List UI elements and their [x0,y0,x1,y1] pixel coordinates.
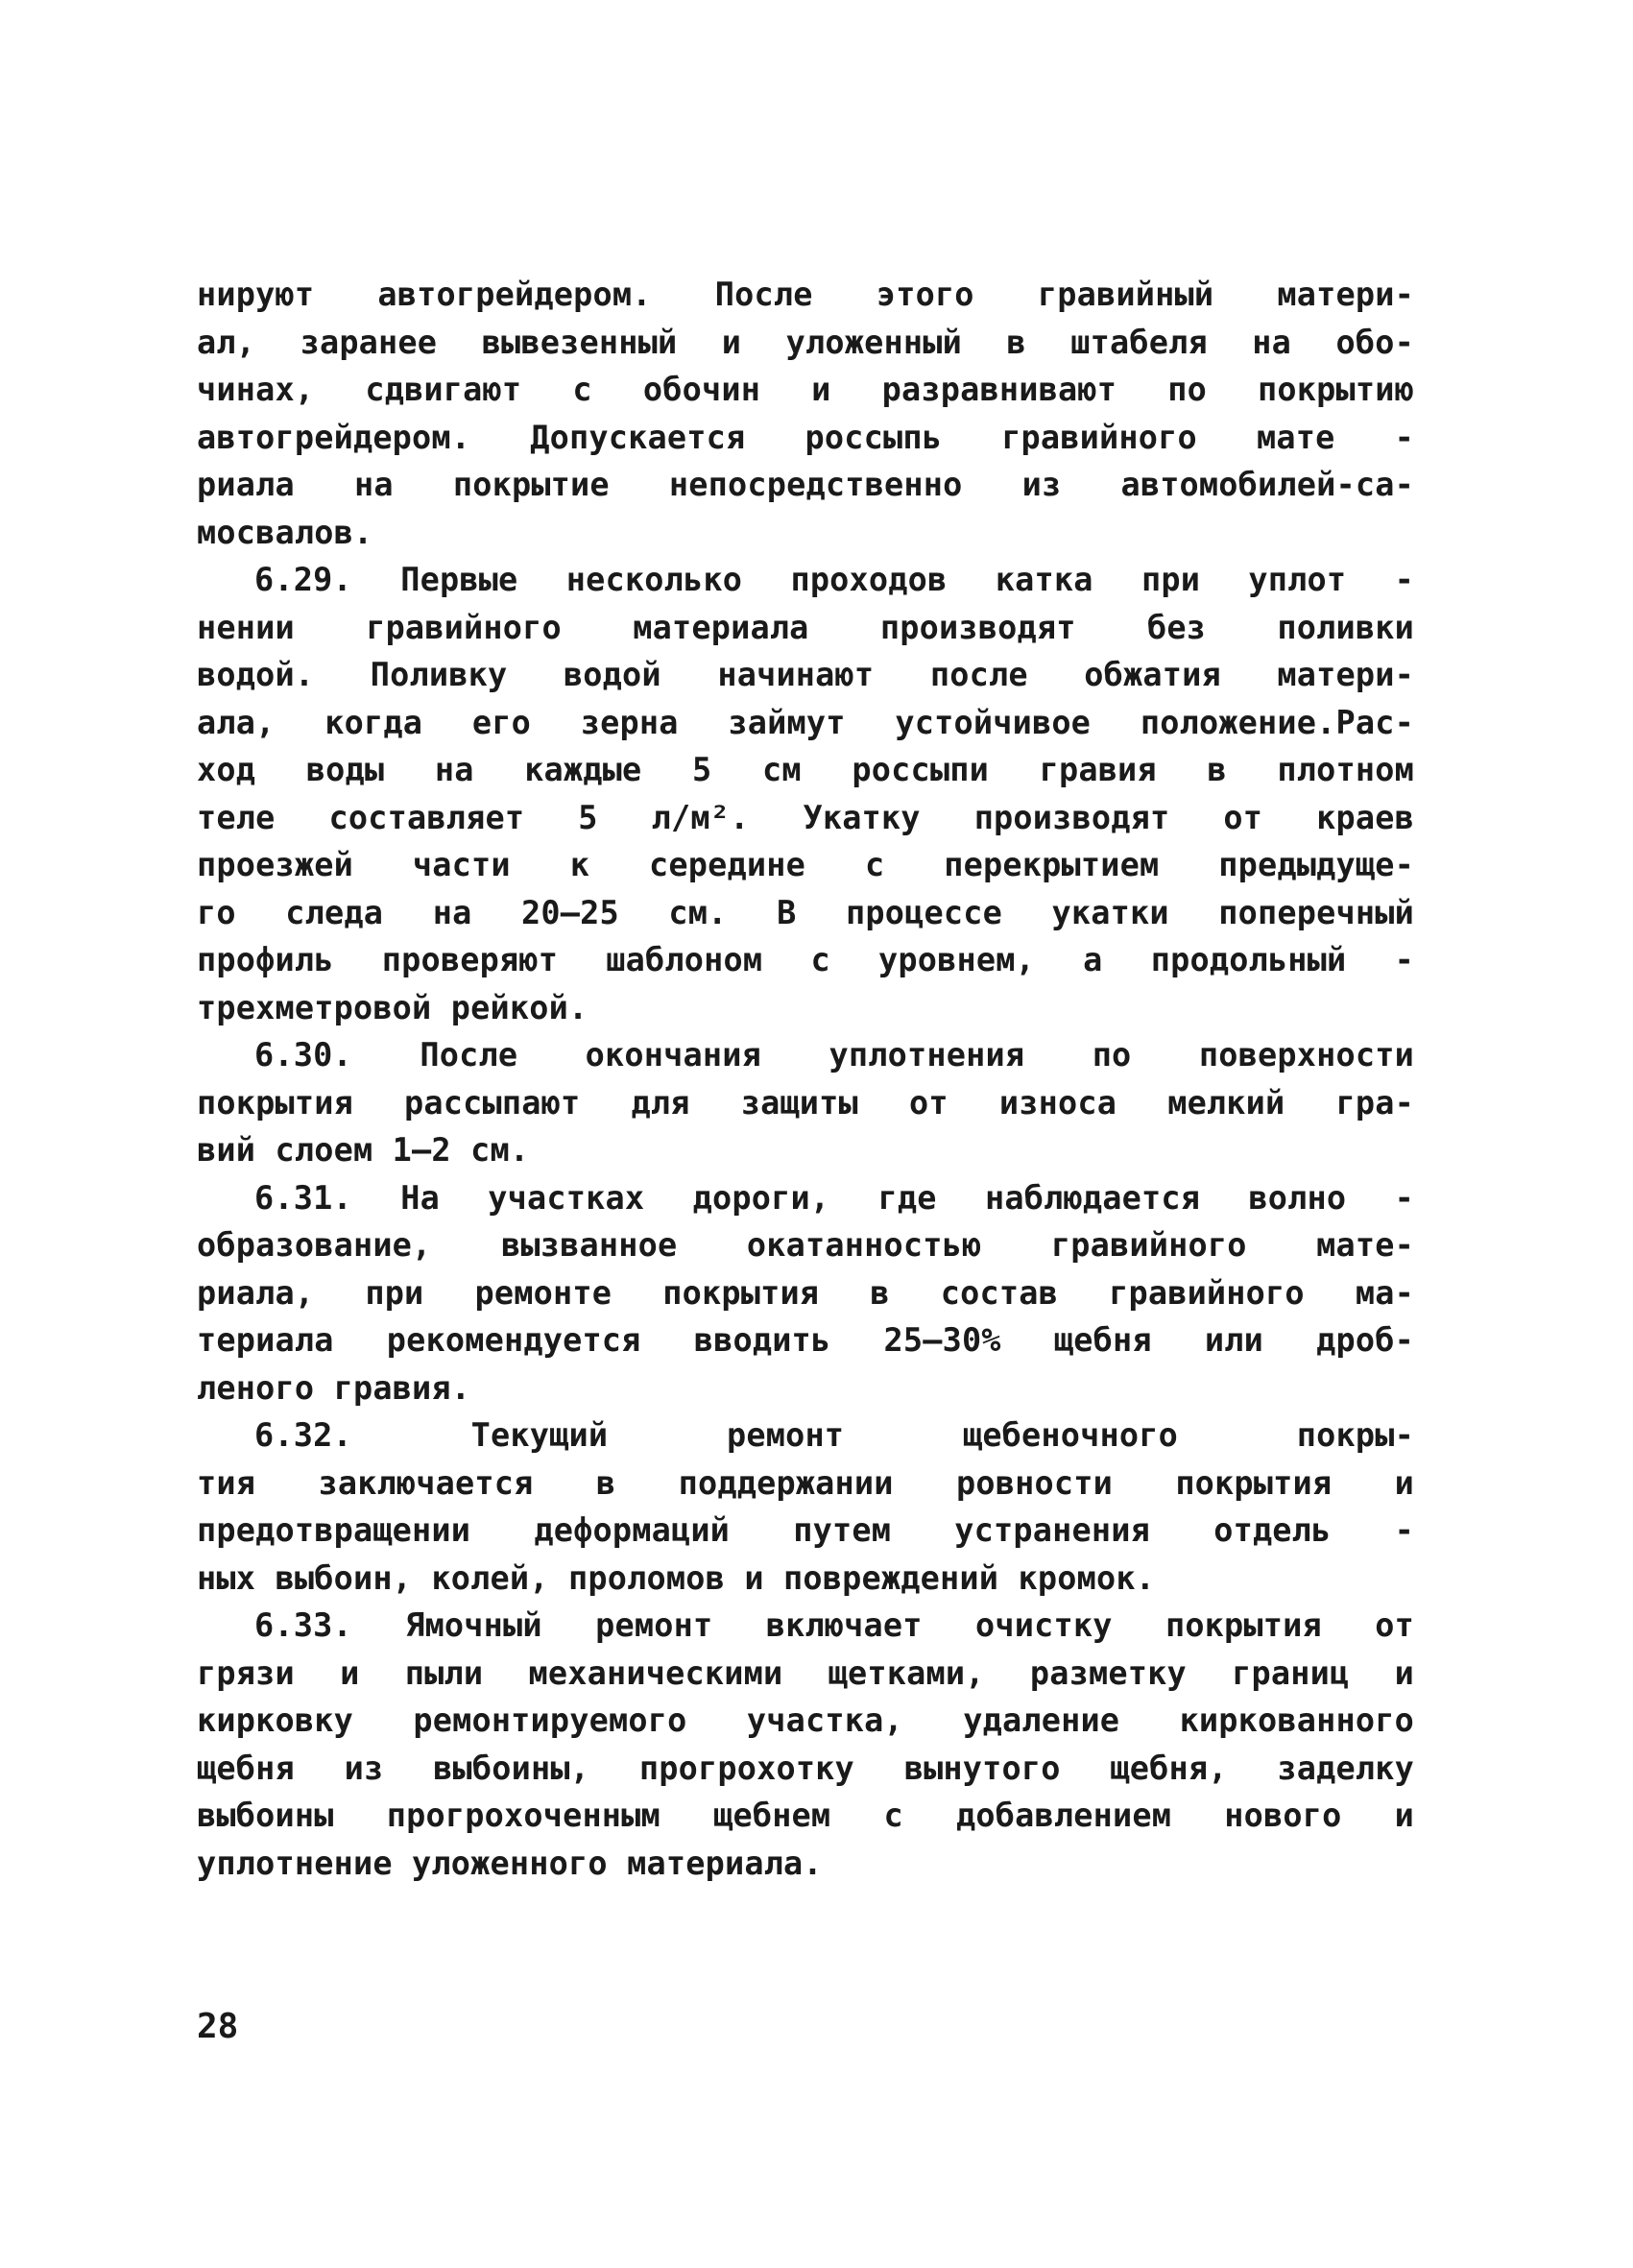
text-line: водой. Поливку водой начинают после обжатия матери- [197,656,1414,693]
text-line: риала, при ремонте покрытия в состав гравийного ма- [197,1273,1414,1312]
text-line: ал, заранее вывезенный и уложенный в штабеля на обо- [197,323,1414,361]
page-number: 28 [197,2007,239,2046]
text-line: нении гравийного материала производят без поливки [197,608,1414,646]
text-line: трехметровой рейкой. [197,988,588,1026]
text-line: 6.29. Первые несколько проходов катка при уплот - [254,561,1414,598]
text-line: теле составляет 5 л/м². Укатку производят от краев [197,798,1414,836]
text-line: 6.32. Текущий ремонт щебеночного покры- [254,1416,1414,1454]
text-line: ных выбоин, колей, проломов и повреждений кромок. [197,1558,1156,1597]
text-line: образование, вызванное окатанностью гравийного мате- [197,1226,1414,1264]
text-line: выбоины прогрохоченным щебнем с добавлением нового и [197,1797,1414,1834]
text-line: вий слоем 1–2 см. [197,1131,530,1169]
text-line: нируют автогрейдером. После этого гравийный матери- [197,276,1414,313]
text-line: го следа на 20–25 см. В процессе укатки поперечный [197,893,1414,931]
text-line: уплотнение уложенного материала. [197,1844,823,1882]
text-line: ход воды на каждые 5 см россыпи гравия в плотном [197,751,1414,788]
text-line: териала рекомендуется вводить 25–30% щебня или дроб- [197,1321,1414,1359]
text-line: щебня из выбоины, прогрохотку вынутого щебня, заделку [197,1749,1414,1787]
text-line: 6.33. Ямочный ремонт включает очистку покрытия от [254,1606,1414,1644]
text-line: профиль проверяют шаблоном с уровнем, а продольный - [197,941,1414,978]
text-line: чинах, сдвигают с обочин и разравнивают по покрытию [197,371,1414,408]
text-line: мосвалов. [197,513,373,551]
text-line: кирковку ремонтируемого участка, удаление киркованного [197,1701,1414,1739]
text-line: покрытия рассыпают для защиты от износа мелкий гра- [197,1083,1414,1122]
text-line: предотвращении деформаций путем устранения отдель - [197,1511,1414,1549]
text-line: 6.31. На участках дороги, где наблюдается волно - [254,1178,1414,1217]
text-line: ала, когда его зерна займут устойчивое положение.Рас- [197,703,1414,741]
text-line: леного гравия. [197,1368,471,1407]
text-line: риала на покрытие непосредственно из автомобилей-са- [197,466,1414,503]
body-text [197,271,1414,1887]
text-line: проезжей части к середине с перекрытием предыдуще- [197,846,1414,883]
text-line: автогрейдером. Допускается россыпь гравийного мате - [197,418,1414,456]
text-line: 6.30. После окончания уплотнения по поверхности [254,1036,1414,1074]
text-line: грязи и пыли механическими щетками, разметку границ и [197,1653,1414,1692]
text-line: тия заключается в поддержании ровности покрытия и [197,1463,1414,1502]
